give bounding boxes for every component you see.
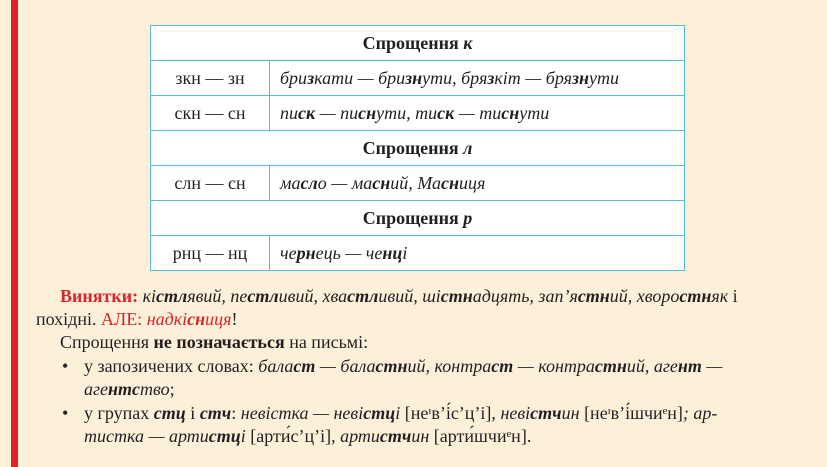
table-row [151, 96, 685, 131]
exceptions-words: кістлявий, пестливий, хвастливий, шістнадцять, зап’ястний, хворостняк [142, 286, 729, 306]
section-header: Спрощення к [151, 26, 685, 61]
not-marked-note: Спрощення не позначається на письмі: [60, 332, 369, 352]
bullet-groups: у групах стц і стч: невістка — невістці [неᶦв’і́с’ц’і], невістчин [неᶦв’і́шчиᵉн]; ар- [84, 403, 718, 423]
cluster-pattern: зкн — зн [151, 61, 270, 96]
accent-bar [11, 0, 18, 467]
table-row [151, 61, 685, 96]
example-words: бризкати — бризнути, брязкіт — брязнути [270, 61, 685, 96]
example-words: масло — масний, Масниця [270, 166, 685, 201]
bullet-loanwords-cont: агентство; [84, 379, 175, 399]
example-words: писк — писнути, тиск — тиснути [270, 96, 685, 131]
bullet-loanwords: у запозичених словах: баласт — баластний, контраст — контрастний, агент — [84, 356, 723, 376]
simplification-table [150, 25, 685, 271]
ale-label: АЛЕ: [100, 309, 143, 329]
cluster-pattern: скн — сн [151, 96, 270, 131]
cluster-pattern: слн — сн [151, 166, 270, 201]
bullet-dot: • [62, 356, 69, 376]
table-row [151, 236, 685, 271]
ale-word: надкісниця [142, 309, 232, 329]
exceptions-line-2: похідні. АЛЕ: надкісниця! [36, 309, 238, 329]
exceptions-line-1: Винятки: кістлявий, пестливий, хвастливий, шістнадцять, зап’ястний, хворостняк і [60, 286, 738, 306]
bullet-groups-cont: тистка — артистці [арти́с’ц’і], артистчин [арти́шчиᵉн]. [84, 426, 532, 446]
table-row [151, 166, 685, 201]
cluster-pattern: рнц — нц [151, 236, 270, 271]
bullet-dot: • [62, 403, 69, 423]
section-header: Спрощення л [151, 131, 685, 166]
exceptions-label: Винятки: [60, 286, 139, 306]
section-header: Спрощення р [151, 201, 685, 236]
example-words: чернець — ченці [270, 236, 685, 271]
